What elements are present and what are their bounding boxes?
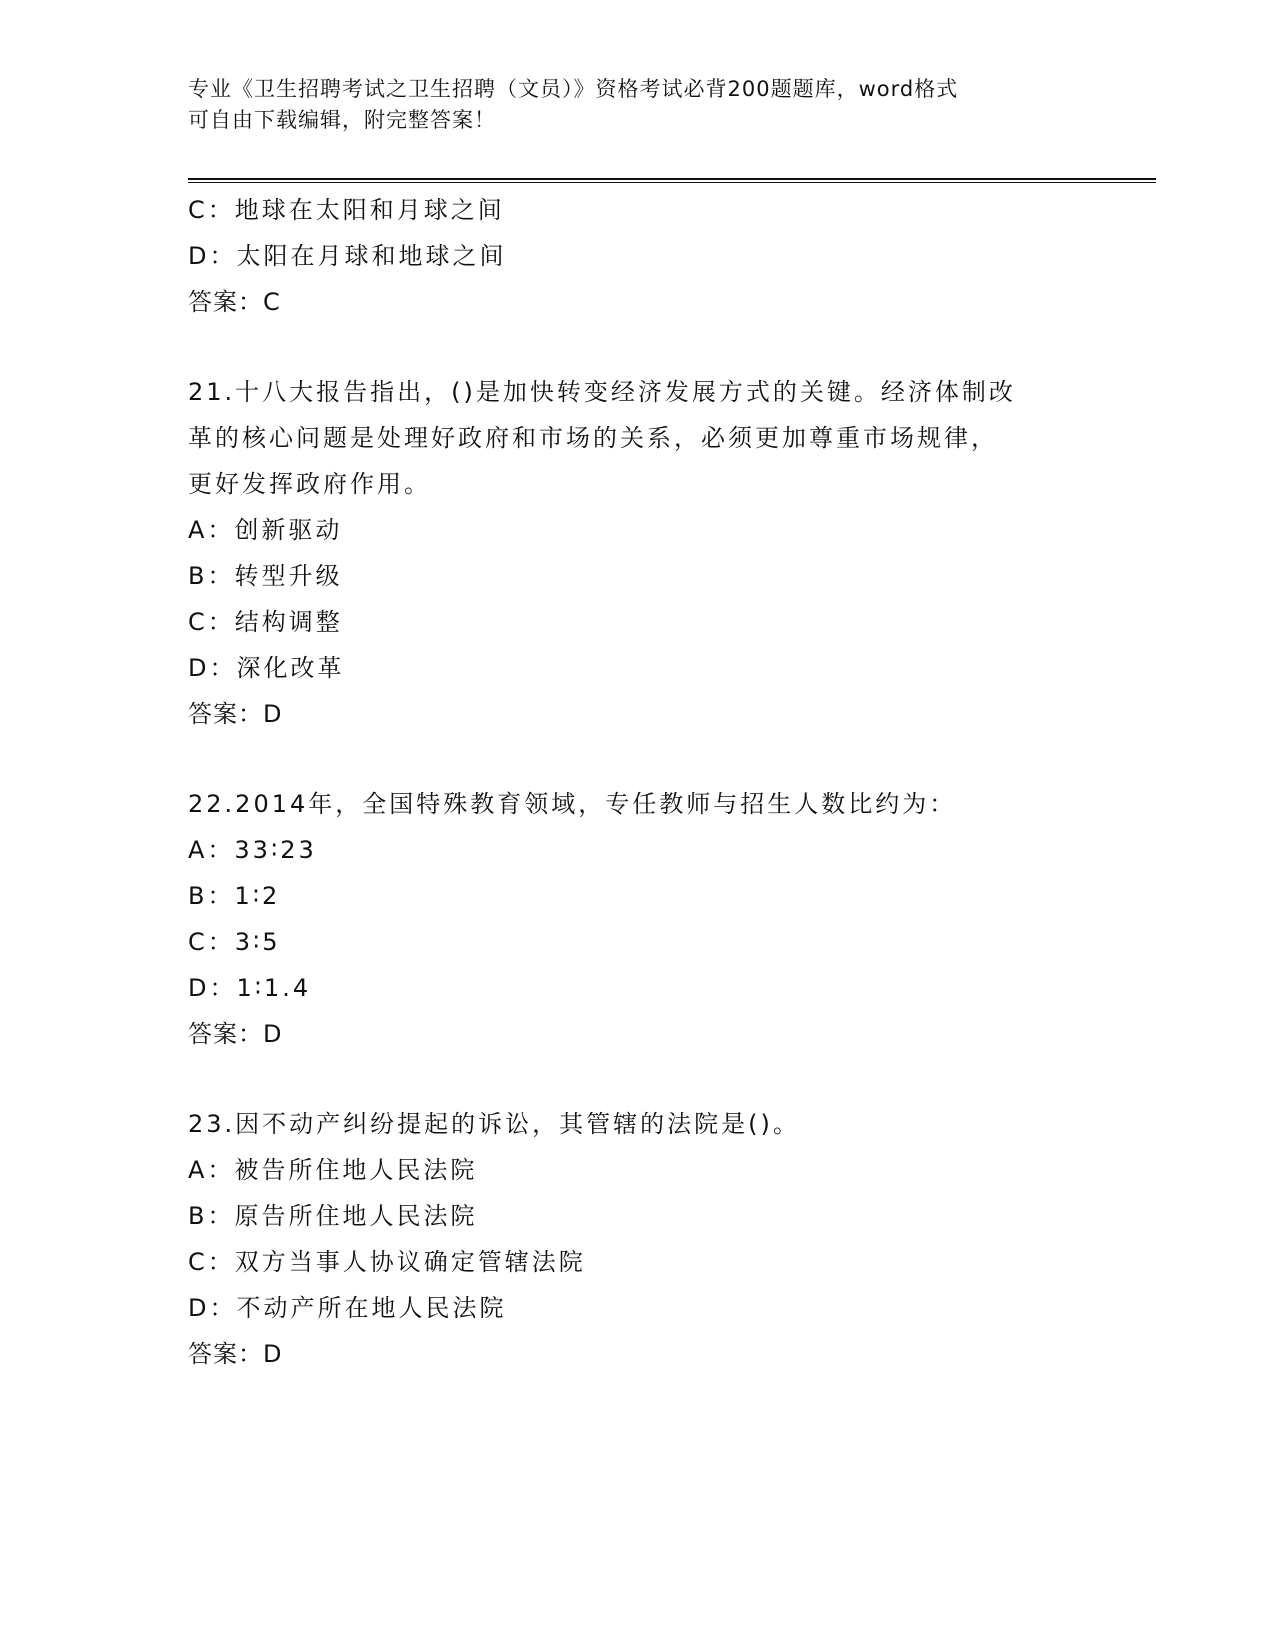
answer: 答案：D [188, 1020, 283, 1048]
document-body [188, 187, 1088, 1377]
option-c: C：地球在太阳和月球之间 [188, 196, 505, 224]
option-b: B：转型升级 [188, 562, 343, 590]
option-d: D：深化改革 [188, 654, 345, 682]
answer: 答案：C [188, 288, 281, 316]
option-c: C：双方当事人协议确定管辖法院 [188, 1248, 586, 1276]
header-divider [188, 178, 1156, 183]
document-header [188, 74, 1088, 136]
question-text-line: 22.2014年，全国特殊教育领域，专任教师与招生人数比约为： [188, 790, 957, 818]
option-d: D：不动产所在地人民法院 [188, 1294, 507, 1322]
answer: 答案：D [188, 1340, 283, 1368]
question-22 [188, 781, 1088, 1057]
option-a: A：创新驱动 [188, 516, 343, 544]
option-a: A：33∶23 [188, 836, 317, 864]
question-21 [188, 369, 1088, 737]
option-d: D：太阳在月球和地球之间 [188, 242, 507, 270]
option-c: C：3∶5 [188, 928, 281, 956]
option-a: A：被告所住地人民法院 [188, 1156, 478, 1184]
question-23 [188, 1101, 1088, 1377]
question-text-line: 更好发挥政府作用。 [188, 470, 431, 498]
option-b: B：1∶2 [188, 882, 281, 910]
question-previous [188, 187, 1088, 325]
spacer [188, 737, 1088, 781]
header-line-2: 可自由下载编辑，附完整答案！ [188, 108, 496, 132]
option-d: D：1∶1.4 [188, 974, 312, 1002]
question-text-line: 23.因不动产纠纷提起的诉讼，其管辖的法院是()。 [188, 1110, 800, 1138]
question-text-line: 21.十八大报告指出，()是加快转变经济发展方式的关键。经济体制改 [188, 378, 1016, 406]
spacer [188, 325, 1088, 369]
question-text-line: 革的核心问题是处理好政府和市场的关系，必须更加尊重市场规律， [188, 424, 998, 452]
header-line-1: 专业《卫生招聘考试之卫生招聘（文员）》资格考试必背200题题库，word格式 [188, 77, 959, 101]
spacer [188, 1057, 1088, 1101]
answer: 答案：D [188, 700, 283, 728]
option-c: C：结构调整 [188, 608, 343, 636]
option-b: B：原告所住地人民法院 [188, 1202, 478, 1230]
